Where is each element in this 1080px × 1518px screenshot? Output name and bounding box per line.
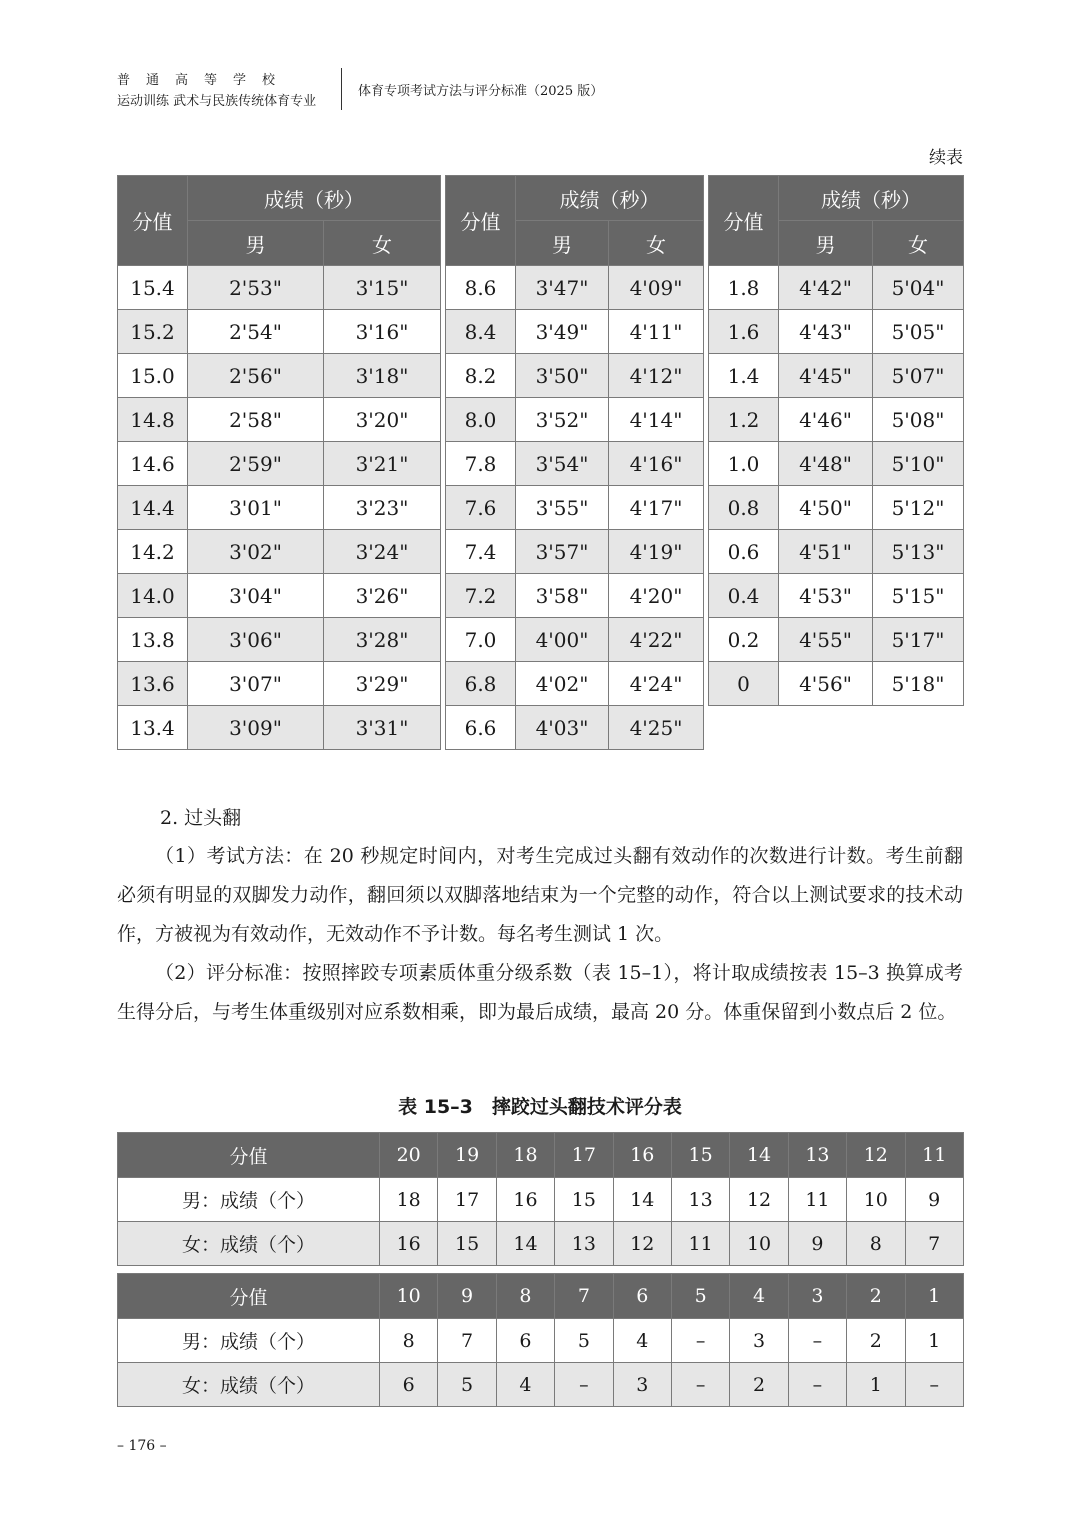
score-table-3 [708, 175, 964, 706]
female-time-cell: 4'20" [609, 574, 704, 618]
male-cell: 3 [730, 1319, 788, 1363]
score-row [446, 486, 704, 530]
score-row [118, 706, 441, 750]
score-cell: 3 [788, 1274, 846, 1319]
male-time-cell: 2'58" [188, 398, 324, 442]
female-cell: 14 [496, 1222, 554, 1266]
score-cell: 8.6 [446, 266, 516, 310]
score-cell: 11 [905, 1133, 963, 1178]
male-cell: 10 [847, 1178, 905, 1222]
female-time-cell: 3'20" [324, 398, 441, 442]
male-row [118, 1178, 964, 1222]
running-header-left [117, 70, 316, 112]
score-cell: 15.4 [118, 266, 188, 310]
female-time-cell: 3'16" [324, 310, 441, 354]
score-cell: 15.2 [118, 310, 188, 354]
female-cell: – [905, 1363, 963, 1407]
score-row [118, 354, 441, 398]
female-time-cell: 4'11" [609, 310, 704, 354]
female-row-label: 女：成绩（个） [118, 1363, 380, 1407]
female-time-cell: 5'15" [873, 574, 964, 618]
score-row [709, 530, 964, 574]
score-cell: 14.0 [118, 574, 188, 618]
header-major-label: 运动训练 武术与民族传统体育专业 [117, 94, 317, 109]
score-cell: 7.0 [446, 618, 516, 662]
male-cell: 6 [496, 1319, 554, 1363]
header-book-title: 体育专项考试方法与评分标准（2025 版） [358, 84, 604, 99]
male-time-cell: 4'53" [779, 574, 873, 618]
female-cell: 6 [380, 1363, 438, 1407]
female-time-cell: 4'25" [609, 706, 704, 750]
female-cell: 4 [496, 1363, 554, 1407]
female-time-cell: 3'29" [324, 662, 441, 706]
male-time-cell: 4'42" [779, 266, 873, 310]
score-row [118, 486, 441, 530]
score-cell: 6.6 [446, 706, 516, 750]
score-cell: 7 [555, 1274, 613, 1319]
score-cell: 15.0 [118, 354, 188, 398]
female-cell: 8 [847, 1222, 905, 1266]
score-cell: 8.0 [446, 398, 516, 442]
score-row [118, 310, 441, 354]
score-cell: 9 [438, 1274, 496, 1319]
female-row [118, 1363, 964, 1407]
score-cell: 0.4 [709, 574, 779, 618]
score-row-label: 分值 [118, 1133, 380, 1178]
score-table-1 [117, 175, 441, 750]
score-cell: 13.8 [118, 618, 188, 662]
male-cell: 5 [555, 1319, 613, 1363]
score-cell: 6 [613, 1274, 671, 1319]
female-time-cell: 3'23" [324, 486, 441, 530]
score-cell: 1.4 [709, 354, 779, 398]
score-cell: 1.0 [709, 442, 779, 486]
score-row [709, 398, 964, 442]
score-row [118, 398, 441, 442]
male-time-cell: 3'54" [516, 442, 609, 486]
score-header: 分值 [709, 176, 779, 266]
result-header: 成绩（秒） [516, 176, 704, 221]
female-cell: 5 [438, 1363, 496, 1407]
male-time-cell: 3'49" [516, 310, 609, 354]
male-row-label: 男：成绩（个） [118, 1178, 380, 1222]
female-time-cell: 4'22" [609, 618, 704, 662]
score-cell: 5 [671, 1274, 729, 1319]
score-cell: 0.8 [709, 486, 779, 530]
male-time-cell: 3'07" [188, 662, 324, 706]
standard-paragraph: （2）评分标准：按照摔跤专项素质体重分级系数（表 15–1），将计取成绩按表 15–3 换算成考生得分后，与考生体重级别对应系数相乘，即为最后成绩，最高 20 分。体重保留到小数点后 2 位。 [117, 962, 963, 1023]
male-cell: 2 [847, 1319, 905, 1363]
female-cell: 15 [438, 1222, 496, 1266]
male-time-cell: 2'54" [188, 310, 324, 354]
male-cell: 13 [671, 1178, 729, 1222]
score-cell: 1 [905, 1274, 963, 1319]
score-row [709, 354, 964, 398]
score-cell: 20 [380, 1133, 438, 1178]
score-cell: 6.8 [446, 662, 516, 706]
score-row [446, 266, 704, 310]
table-caption: 表 15–3 摔跤过头翻技术评分表 [398, 1096, 682, 1118]
female-time-cell: 5'04" [873, 266, 964, 310]
female-cell: 12 [613, 1222, 671, 1266]
score-cell: 10 [380, 1274, 438, 1319]
result-header: 成绩（秒） [188, 176, 441, 221]
female-cell: – [671, 1363, 729, 1407]
male-time-cell: 4'03" [516, 706, 609, 750]
score-row [709, 442, 964, 486]
male-cell: 14 [613, 1178, 671, 1222]
female-time-cell: 3'28" [324, 618, 441, 662]
female-time-cell: 5'12" [873, 486, 964, 530]
female-cell: 1 [847, 1363, 905, 1407]
male-time-cell: 4'56" [779, 662, 873, 706]
score-cell: 14.6 [118, 442, 188, 486]
score-cell: 18 [496, 1133, 554, 1178]
female-cell: 13 [555, 1222, 613, 1266]
score-cell: 8.4 [446, 310, 516, 354]
female-row [118, 1222, 964, 1266]
score-cell: 0.6 [709, 530, 779, 574]
score-cell: 1.8 [709, 266, 779, 310]
score-row [446, 706, 704, 750]
male-time-cell: 4'51" [779, 530, 873, 574]
score-row [118, 1133, 964, 1178]
male-time-cell: 3'47" [516, 266, 609, 310]
score-cell: 14.2 [118, 530, 188, 574]
score-cell: 12 [847, 1133, 905, 1178]
male-time-cell: 2'56" [188, 354, 324, 398]
male-time-cell: 3'52" [516, 398, 609, 442]
score-cell: 15 [671, 1133, 729, 1178]
female-time-cell: 4'12" [609, 354, 704, 398]
female-cell: 2 [730, 1363, 788, 1407]
score-cell: 13 [788, 1133, 846, 1178]
tech-score-table-part-1 [117, 1132, 964, 1266]
score-row [446, 354, 704, 398]
female-time-cell: 5'08" [873, 398, 964, 442]
female-cell: – [555, 1363, 613, 1407]
male-cell: – [671, 1319, 729, 1363]
male-time-cell: 4'50" [779, 486, 873, 530]
male-time-cell: 3'50" [516, 354, 609, 398]
section-title: 2. 过头翻 [160, 807, 242, 829]
male-time-cell: 3'06" [188, 618, 324, 662]
female-row-label: 女：成绩（个） [118, 1222, 380, 1266]
male-time-cell: 3'55" [516, 486, 609, 530]
female-time-cell: 5'07" [873, 354, 964, 398]
score-row-label: 分值 [118, 1274, 380, 1319]
male-cell: 18 [380, 1178, 438, 1222]
female-time-cell: 5'18" [873, 662, 964, 706]
score-cell: 14 [730, 1133, 788, 1178]
score-row [118, 530, 441, 574]
male-cell: 9 [905, 1178, 963, 1222]
score-cell: 7.8 [446, 442, 516, 486]
score-cell: 19 [438, 1133, 496, 1178]
male-time-cell: 3'02" [188, 530, 324, 574]
male-time-cell: 3'57" [516, 530, 609, 574]
male-time-cell: 4'48" [779, 442, 873, 486]
female-header: 女 [609, 221, 704, 266]
male-cell: 7 [438, 1319, 496, 1363]
score-row [709, 266, 964, 310]
score-row [446, 398, 704, 442]
female-time-cell: 3'26" [324, 574, 441, 618]
female-header: 女 [324, 221, 441, 266]
male-time-cell: 4'43" [779, 310, 873, 354]
score-row [118, 574, 441, 618]
female-cell: 10 [730, 1222, 788, 1266]
method-paragraph: （1）考试方法：在 20 秒规定时间内，对考生完成过头翻有效动作的次数进行计数。考生前翻必须有明显的双脚发力动作，翻回须以双脚落地结束为一个完整的动作，符合以上测试要求的技术动作，方被视为有效动作，无效动作不予计数。每名考生测试 1 次。 [117, 845, 963, 945]
score-row [118, 442, 441, 486]
male-time-cell: 2'59" [188, 442, 324, 486]
score-row [709, 618, 964, 662]
tech-score-table-part-2 [117, 1273, 964, 1407]
male-time-cell: 4'45" [779, 354, 873, 398]
score-cell: 7.4 [446, 530, 516, 574]
score-cell: 13.6 [118, 662, 188, 706]
score-row [709, 310, 964, 354]
male-time-cell: 3'01" [188, 486, 324, 530]
score-cell: 2 [847, 1274, 905, 1319]
female-time-cell: 4'14" [609, 398, 704, 442]
female-cell: 9 [788, 1222, 846, 1266]
score-row [446, 310, 704, 354]
page-number: – 176 – [117, 1438, 167, 1454]
score-cell: 1.6 [709, 310, 779, 354]
score-row [118, 618, 441, 662]
score-row [118, 266, 441, 310]
score-row [118, 662, 441, 706]
male-row [118, 1319, 964, 1363]
header-school-label: 普通高等学校 [117, 73, 292, 88]
male-time-cell: 3'09" [188, 706, 324, 750]
score-row [709, 662, 964, 706]
male-time-cell: 4'00" [516, 618, 609, 662]
female-time-cell: 4'24" [609, 662, 704, 706]
female-cell: 16 [380, 1222, 438, 1266]
score-cell: 1.2 [709, 398, 779, 442]
continued-label: 续表 [929, 148, 963, 168]
score-row [446, 530, 704, 574]
male-time-cell: 3'58" [516, 574, 609, 618]
female-cell: 3 [613, 1363, 671, 1407]
score-row [446, 442, 704, 486]
male-cell: 12 [730, 1178, 788, 1222]
result-header: 成绩（秒） [779, 176, 964, 221]
male-time-cell: 2'53" [188, 266, 324, 310]
score-table-2 [445, 175, 704, 750]
female-cell: 7 [905, 1222, 963, 1266]
score-cell: 8.2 [446, 354, 516, 398]
score-cell: 0 [709, 662, 779, 706]
score-cell: 4 [730, 1274, 788, 1319]
score-header: 分值 [118, 176, 188, 266]
score-row [446, 662, 704, 706]
score-cell: 0.2 [709, 618, 779, 662]
female-time-cell: 4'16" [609, 442, 704, 486]
male-time-cell: 4'46" [779, 398, 873, 442]
male-cell: 15 [555, 1178, 613, 1222]
female-cell: – [788, 1363, 846, 1407]
score-cell: 8 [496, 1274, 554, 1319]
score-cell: 16 [613, 1133, 671, 1178]
female-time-cell: 5'17" [873, 618, 964, 662]
male-cell: 4 [613, 1319, 671, 1363]
score-row [446, 618, 704, 662]
male-row-label: 男：成绩（个） [118, 1319, 380, 1363]
female-time-cell: 5'05" [873, 310, 964, 354]
female-time-cell: 4'17" [609, 486, 704, 530]
female-time-cell: 4'09" [609, 266, 704, 310]
male-cell: 8 [380, 1319, 438, 1363]
score-header: 分值 [446, 176, 516, 266]
male-cell: 16 [496, 1178, 554, 1222]
male-cell: 11 [788, 1178, 846, 1222]
male-cell: – [788, 1319, 846, 1363]
header-divider [341, 68, 342, 110]
score-row [118, 1274, 964, 1319]
female-time-cell: 4'19" [609, 530, 704, 574]
score-cell: 14.4 [118, 486, 188, 530]
female-time-cell: 3'18" [324, 354, 441, 398]
female-time-cell: 5'10" [873, 442, 964, 486]
female-time-cell: 3'15" [324, 266, 441, 310]
score-cell: 17 [555, 1133, 613, 1178]
male-cell: 1 [905, 1319, 963, 1363]
female-cell: 11 [671, 1222, 729, 1266]
female-header: 女 [873, 221, 964, 266]
score-row [709, 574, 964, 618]
score-cell: 7.6 [446, 486, 516, 530]
male-header: 男 [188, 221, 324, 266]
score-cell: 13.4 [118, 706, 188, 750]
female-time-cell: 3'31" [324, 706, 441, 750]
score-row [709, 486, 964, 530]
female-time-cell: 3'21" [324, 442, 441, 486]
score-cell: 7.2 [446, 574, 516, 618]
male-header: 男 [516, 221, 609, 266]
male-time-cell: 4'02" [516, 662, 609, 706]
female-time-cell: 3'24" [324, 530, 441, 574]
female-time-cell: 5'13" [873, 530, 964, 574]
score-cell: 14.8 [118, 398, 188, 442]
male-time-cell: 4'55" [779, 618, 873, 662]
male-header: 男 [779, 221, 873, 266]
score-row [446, 574, 704, 618]
male-time-cell: 3'04" [188, 574, 324, 618]
male-cell: 17 [438, 1178, 496, 1222]
